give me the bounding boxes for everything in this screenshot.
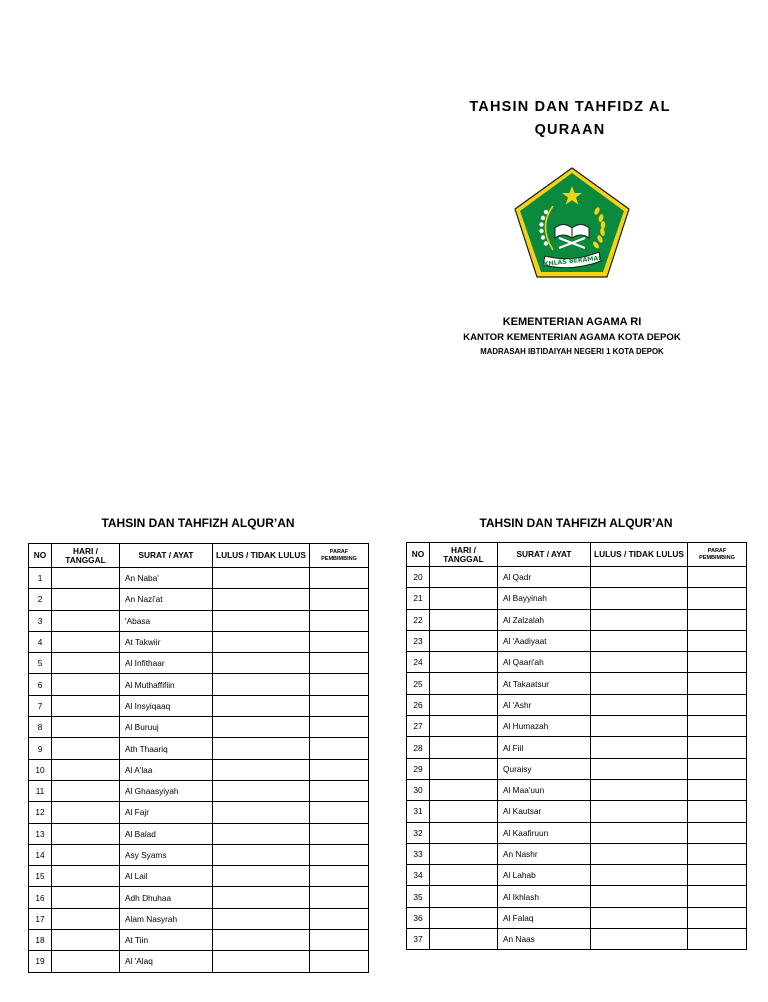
paraf-cell[interactable] bbox=[310, 568, 369, 589]
left-table-title: TAHSIN DAN TAHFIZH ALQUR’AN bbox=[101, 516, 295, 530]
kemenag-logo bbox=[513, 166, 631, 280]
hari-tanggal-cell[interactable] bbox=[430, 694, 498, 715]
table-row bbox=[29, 930, 369, 951]
surat-ayat-cell: Alam Nasyrah bbox=[120, 908, 213, 929]
surat-ayat-cell: Quraisy bbox=[498, 758, 591, 779]
hari-tanggal-cell[interactable] bbox=[52, 951, 120, 972]
surat-ayat-cell: Al Qaari'ah bbox=[498, 652, 591, 673]
surat-ayat-cell: Ath Thaariq bbox=[120, 738, 213, 759]
table-row bbox=[407, 737, 747, 758]
surat-ayat-cell: Al Buruuj bbox=[120, 717, 213, 738]
paraf-cell[interactable] bbox=[688, 907, 747, 928]
surat-ayat-cell: At Takaatsur bbox=[498, 673, 591, 694]
hari-tanggal-cell[interactable] bbox=[52, 653, 120, 674]
lulus-cell[interactable] bbox=[591, 694, 688, 715]
table-row bbox=[407, 929, 747, 950]
header-lulus: LULUS / TIDAK LULUS bbox=[213, 544, 310, 568]
surat-ayat-cell: Al Infithaar bbox=[120, 653, 213, 674]
surat-ayat-cell: An Nazi'at bbox=[120, 589, 213, 610]
org-line-1: KEMENTERIAN AGAMA RI bbox=[502, 316, 642, 328]
row-number: 25 bbox=[407, 673, 430, 694]
row-number: 7 bbox=[29, 695, 52, 716]
paraf-cell[interactable] bbox=[688, 630, 747, 651]
paraf-cell[interactable] bbox=[310, 780, 369, 801]
table-header-row bbox=[29, 544, 369, 568]
table-row bbox=[407, 843, 747, 864]
hari-tanggal-cell[interactable] bbox=[52, 780, 120, 801]
table-row bbox=[407, 865, 747, 886]
paraf-cell[interactable] bbox=[310, 610, 369, 631]
hari-tanggal-cell[interactable] bbox=[430, 843, 498, 864]
row-number: 31 bbox=[407, 801, 430, 822]
table-row bbox=[29, 908, 369, 929]
row-number: 1 bbox=[29, 568, 52, 589]
hari-tanggal-cell[interactable] bbox=[52, 759, 120, 780]
table-row bbox=[29, 589, 369, 610]
paraf-cell[interactable] bbox=[688, 737, 747, 758]
table-row bbox=[29, 866, 369, 887]
paraf-cell[interactable] bbox=[688, 822, 747, 843]
row-number: 27 bbox=[407, 716, 430, 737]
paraf-cell[interactable] bbox=[688, 886, 747, 907]
lulus-cell[interactable] bbox=[213, 653, 310, 674]
row-number: 11 bbox=[29, 780, 52, 801]
paraf-cell[interactable] bbox=[688, 779, 747, 800]
lulus-cell[interactable] bbox=[591, 758, 688, 779]
paraf-cell[interactable] bbox=[310, 589, 369, 610]
table-row bbox=[407, 907, 747, 928]
surat-ayat-cell: Al Lahab bbox=[498, 865, 591, 886]
header-no: NO bbox=[29, 544, 52, 568]
table-row bbox=[29, 738, 369, 759]
row-number: 22 bbox=[407, 609, 430, 630]
paraf-cell[interactable] bbox=[688, 865, 747, 886]
row-number: 19 bbox=[29, 951, 52, 972]
lulus-cell[interactable] bbox=[591, 652, 688, 673]
hari-tanggal-cell[interactable] bbox=[52, 695, 120, 716]
surat-ayat-cell: Al 'Alaq bbox=[120, 951, 213, 972]
paraf-cell[interactable] bbox=[310, 823, 369, 844]
paraf-cell[interactable] bbox=[688, 716, 747, 737]
header-lulus: LULUS / TIDAK LULUS bbox=[591, 543, 688, 567]
surat-ayat-cell: Al Fiil bbox=[498, 737, 591, 758]
lulus-cell[interactable] bbox=[213, 568, 310, 589]
lulus-cell[interactable] bbox=[591, 779, 688, 800]
lulus-cell[interactable] bbox=[591, 843, 688, 864]
lulus-cell[interactable] bbox=[213, 930, 310, 951]
hari-tanggal-cell[interactable] bbox=[430, 822, 498, 843]
surat-ayat-cell: An Naas bbox=[498, 929, 591, 950]
left-progress-table bbox=[28, 543, 369, 973]
row-number: 26 bbox=[407, 694, 430, 715]
row-number: 6 bbox=[29, 674, 52, 695]
lulus-cell[interactable] bbox=[213, 759, 310, 780]
hari-tanggal-cell[interactable] bbox=[430, 716, 498, 737]
paraf-cell[interactable] bbox=[310, 759, 369, 780]
surat-ayat-cell: Al Zalzalah bbox=[498, 609, 591, 630]
row-number: 23 bbox=[407, 630, 430, 651]
table-row bbox=[407, 652, 747, 673]
paraf-cell[interactable] bbox=[310, 802, 369, 823]
surat-ayat-cell: Al 'Ashr bbox=[498, 694, 591, 715]
paraf-cell[interactable] bbox=[310, 653, 369, 674]
row-number: 9 bbox=[29, 738, 52, 759]
lulus-cell[interactable] bbox=[591, 673, 688, 694]
lulus-cell[interactable] bbox=[213, 887, 310, 908]
logo-motto: IKHLAS BERAMAL bbox=[541, 254, 603, 269]
lulus-cell[interactable] bbox=[591, 907, 688, 928]
lulus-cell[interactable] bbox=[591, 801, 688, 822]
lulus-cell[interactable] bbox=[213, 823, 310, 844]
table-row bbox=[407, 886, 747, 907]
org-line-2: KANTOR KEMENTERIAN AGAMA KOTA DEPOK bbox=[463, 332, 681, 343]
hari-tanggal-cell[interactable] bbox=[52, 631, 120, 652]
surat-ayat-cell: Al Kaafiruun bbox=[498, 822, 591, 843]
table-row bbox=[29, 653, 369, 674]
table-row bbox=[407, 673, 747, 694]
surat-ayat-cell: Al 'Aadiyaat bbox=[498, 630, 591, 651]
table-row bbox=[407, 630, 747, 651]
right-table-title: TAHSIN DAN TAHFIZH ALQUR’AN bbox=[479, 516, 673, 530]
cover-title-line2: QURAAN bbox=[534, 122, 606, 138]
table-row bbox=[29, 674, 369, 695]
hari-tanggal-cell[interactable] bbox=[52, 930, 120, 951]
paraf-cell[interactable] bbox=[688, 652, 747, 673]
hari-tanggal-cell[interactable] bbox=[430, 758, 498, 779]
lulus-cell[interactable] bbox=[591, 567, 688, 588]
hari-tanggal-cell[interactable] bbox=[52, 866, 120, 887]
surat-ayat-cell: Asy Syams bbox=[120, 844, 213, 865]
header-surat-ayat: SURAT / AYAT bbox=[498, 543, 591, 567]
hari-tanggal-cell[interactable] bbox=[52, 568, 120, 589]
paraf-cell[interactable] bbox=[310, 951, 369, 972]
hari-tanggal-cell[interactable] bbox=[430, 737, 498, 758]
hari-tanggal-cell[interactable] bbox=[430, 886, 498, 907]
hari-tanggal-cell[interactable] bbox=[52, 610, 120, 631]
lulus-cell[interactable] bbox=[591, 737, 688, 758]
lulus-cell[interactable] bbox=[213, 610, 310, 631]
hari-tanggal-cell[interactable] bbox=[52, 717, 120, 738]
hari-tanggal-cell[interactable] bbox=[430, 567, 498, 588]
row-number: 28 bbox=[407, 737, 430, 758]
table-row bbox=[407, 758, 747, 779]
table-row bbox=[407, 779, 747, 800]
row-number: 5 bbox=[29, 653, 52, 674]
surat-ayat-cell: Al Ghaasyiyah bbox=[120, 780, 213, 801]
row-number: 13 bbox=[29, 823, 52, 844]
row-number: 21 bbox=[407, 588, 430, 609]
row-number: 16 bbox=[29, 887, 52, 908]
paraf-cell[interactable] bbox=[310, 930, 369, 951]
header-hari-tanggal: HARI / TANGGAL bbox=[430, 543, 498, 567]
surat-ayat-cell: Al Balad bbox=[120, 823, 213, 844]
row-number: 24 bbox=[407, 652, 430, 673]
hari-tanggal-cell[interactable] bbox=[52, 887, 120, 908]
row-number: 3 bbox=[29, 610, 52, 631]
lulus-cell[interactable] bbox=[213, 589, 310, 610]
surat-ayat-cell: Al Humazah bbox=[498, 716, 591, 737]
surat-ayat-cell: At Tiin bbox=[120, 930, 213, 951]
paraf-cell[interactable] bbox=[310, 908, 369, 929]
hari-tanggal-cell[interactable] bbox=[430, 801, 498, 822]
hari-tanggal-cell[interactable] bbox=[430, 630, 498, 651]
table-row bbox=[407, 716, 747, 737]
table-row bbox=[29, 759, 369, 780]
hari-tanggal-cell[interactable] bbox=[430, 588, 498, 609]
paraf-cell[interactable] bbox=[310, 887, 369, 908]
table-row bbox=[29, 610, 369, 631]
hari-tanggal-cell[interactable] bbox=[430, 929, 498, 950]
row-number: 37 bbox=[407, 929, 430, 950]
lulus-cell[interactable] bbox=[213, 951, 310, 972]
lulus-cell[interactable] bbox=[591, 609, 688, 630]
header-paraf: PARAF PEMBIMBING bbox=[688, 543, 747, 567]
lulus-cell[interactable] bbox=[213, 695, 310, 716]
surat-ayat-cell: 'Abasa bbox=[120, 610, 213, 631]
paraf-cell[interactable] bbox=[310, 695, 369, 716]
row-number: 35 bbox=[407, 886, 430, 907]
table-row bbox=[407, 588, 747, 609]
hari-tanggal-cell[interactable] bbox=[52, 844, 120, 865]
lulus-cell[interactable] bbox=[213, 908, 310, 929]
table-row bbox=[407, 567, 747, 588]
surat-ayat-cell: Al A'laa bbox=[120, 759, 213, 780]
lulus-cell[interactable] bbox=[591, 822, 688, 843]
header-hari-tanggal: HARI / TANGGAL bbox=[52, 544, 120, 568]
header-paraf: PARAF PEMBIMBING bbox=[310, 544, 369, 568]
lulus-cell[interactable] bbox=[591, 886, 688, 907]
cover-title bbox=[420, 96, 720, 142]
surat-ayat-cell: At Takwiir bbox=[120, 631, 213, 652]
table-row bbox=[29, 780, 369, 801]
table-row bbox=[29, 802, 369, 823]
lulus-cell[interactable] bbox=[591, 929, 688, 950]
hari-tanggal-cell[interactable] bbox=[430, 652, 498, 673]
row-number: 36 bbox=[407, 907, 430, 928]
table-row bbox=[407, 609, 747, 630]
row-number: 18 bbox=[29, 930, 52, 951]
table-row bbox=[29, 823, 369, 844]
lulus-cell[interactable] bbox=[591, 588, 688, 609]
surat-ayat-cell: Al Muthaffifiin bbox=[120, 674, 213, 695]
surat-ayat-cell: Al Ikhlash bbox=[498, 886, 591, 907]
paraf-cell[interactable] bbox=[688, 588, 747, 609]
surat-ayat-cell: Al Maa'uun bbox=[498, 779, 591, 800]
paraf-cell[interactable] bbox=[310, 844, 369, 865]
row-number: 29 bbox=[407, 758, 430, 779]
lulus-cell[interactable] bbox=[213, 738, 310, 759]
hari-tanggal-cell[interactable] bbox=[430, 673, 498, 694]
hari-tanggal-cell[interactable] bbox=[52, 589, 120, 610]
paraf-cell[interactable] bbox=[310, 631, 369, 652]
surat-ayat-cell: An Naba' bbox=[120, 568, 213, 589]
paraf-cell[interactable] bbox=[688, 929, 747, 950]
table-row bbox=[29, 568, 369, 589]
hari-tanggal-cell[interactable] bbox=[52, 802, 120, 823]
hari-tanggal-cell[interactable] bbox=[430, 609, 498, 630]
paraf-cell[interactable] bbox=[688, 801, 747, 822]
row-number: 8 bbox=[29, 717, 52, 738]
paraf-cell[interactable] bbox=[688, 567, 747, 588]
surat-ayat-cell: Al Fajr bbox=[120, 802, 213, 823]
paraf-cell[interactable] bbox=[688, 758, 747, 779]
paraf-cell[interactable] bbox=[688, 694, 747, 715]
header-no: NO bbox=[407, 543, 430, 567]
cover-title-line1: TAHSIN DAN TAHFIDZ AL bbox=[469, 99, 671, 115]
row-number: 17 bbox=[29, 908, 52, 929]
surat-ayat-cell: Al Lail bbox=[120, 866, 213, 887]
lulus-cell[interactable] bbox=[213, 780, 310, 801]
table-row bbox=[407, 801, 747, 822]
header-surat-ayat: SURAT / AYAT bbox=[120, 544, 213, 568]
row-number: 2 bbox=[29, 589, 52, 610]
paraf-cell[interactable] bbox=[310, 717, 369, 738]
row-number: 30 bbox=[407, 779, 430, 800]
table-row bbox=[29, 717, 369, 738]
table-row bbox=[29, 631, 369, 652]
surat-ayat-cell: Al Kautsar bbox=[498, 801, 591, 822]
table-row bbox=[407, 694, 747, 715]
lulus-cell[interactable] bbox=[591, 716, 688, 737]
hari-tanggal-cell[interactable] bbox=[52, 674, 120, 695]
hari-tanggal-cell[interactable] bbox=[430, 865, 498, 886]
paraf-cell[interactable] bbox=[310, 738, 369, 759]
lulus-cell[interactable] bbox=[213, 631, 310, 652]
table-row bbox=[29, 951, 369, 972]
row-number: 4 bbox=[29, 631, 52, 652]
row-number: 14 bbox=[29, 844, 52, 865]
lulus-cell[interactable] bbox=[213, 866, 310, 887]
surat-ayat-cell: An Nashr bbox=[498, 843, 591, 864]
surat-ayat-cell: Adh Dhuhaa bbox=[120, 887, 213, 908]
lulus-cell[interactable] bbox=[591, 865, 688, 886]
lulus-cell[interactable] bbox=[591, 630, 688, 651]
surat-ayat-cell: Al Insyiqaaq bbox=[120, 695, 213, 716]
table-row bbox=[29, 844, 369, 865]
paraf-cell[interactable] bbox=[688, 843, 747, 864]
lulus-cell[interactable] bbox=[213, 802, 310, 823]
hari-tanggal-cell[interactable] bbox=[52, 823, 120, 844]
paraf-cell[interactable] bbox=[688, 673, 747, 694]
table-row bbox=[29, 887, 369, 908]
row-number: 34 bbox=[407, 865, 430, 886]
row-number: 32 bbox=[407, 822, 430, 843]
table-header-row bbox=[407, 543, 747, 567]
surat-ayat-cell: Al Falaq bbox=[498, 907, 591, 928]
row-number: 20 bbox=[407, 567, 430, 588]
row-number: 12 bbox=[29, 802, 52, 823]
surat-ayat-cell: Al Qadr bbox=[498, 567, 591, 588]
hari-tanggal-cell[interactable] bbox=[430, 907, 498, 928]
row-number: 15 bbox=[29, 866, 52, 887]
paraf-cell[interactable] bbox=[688, 609, 747, 630]
right-progress-table bbox=[406, 542, 747, 950]
org-line-3: MADRASAH IBTIDAIYAH NEGERI 1 KOTA DEPOK bbox=[480, 347, 664, 356]
lulus-cell[interactable] bbox=[213, 717, 310, 738]
lulus-cell[interactable] bbox=[213, 844, 310, 865]
table-row bbox=[29, 695, 369, 716]
lulus-cell[interactable] bbox=[213, 674, 310, 695]
hari-tanggal-cell[interactable] bbox=[52, 908, 120, 929]
row-number: 33 bbox=[407, 843, 430, 864]
paraf-cell[interactable] bbox=[310, 674, 369, 695]
hari-tanggal-cell[interactable] bbox=[52, 738, 120, 759]
hari-tanggal-cell[interactable] bbox=[430, 779, 498, 800]
surat-ayat-cell: Al Bayyinah bbox=[498, 588, 591, 609]
paraf-cell[interactable] bbox=[310, 866, 369, 887]
table-row bbox=[407, 822, 747, 843]
row-number: 10 bbox=[29, 759, 52, 780]
